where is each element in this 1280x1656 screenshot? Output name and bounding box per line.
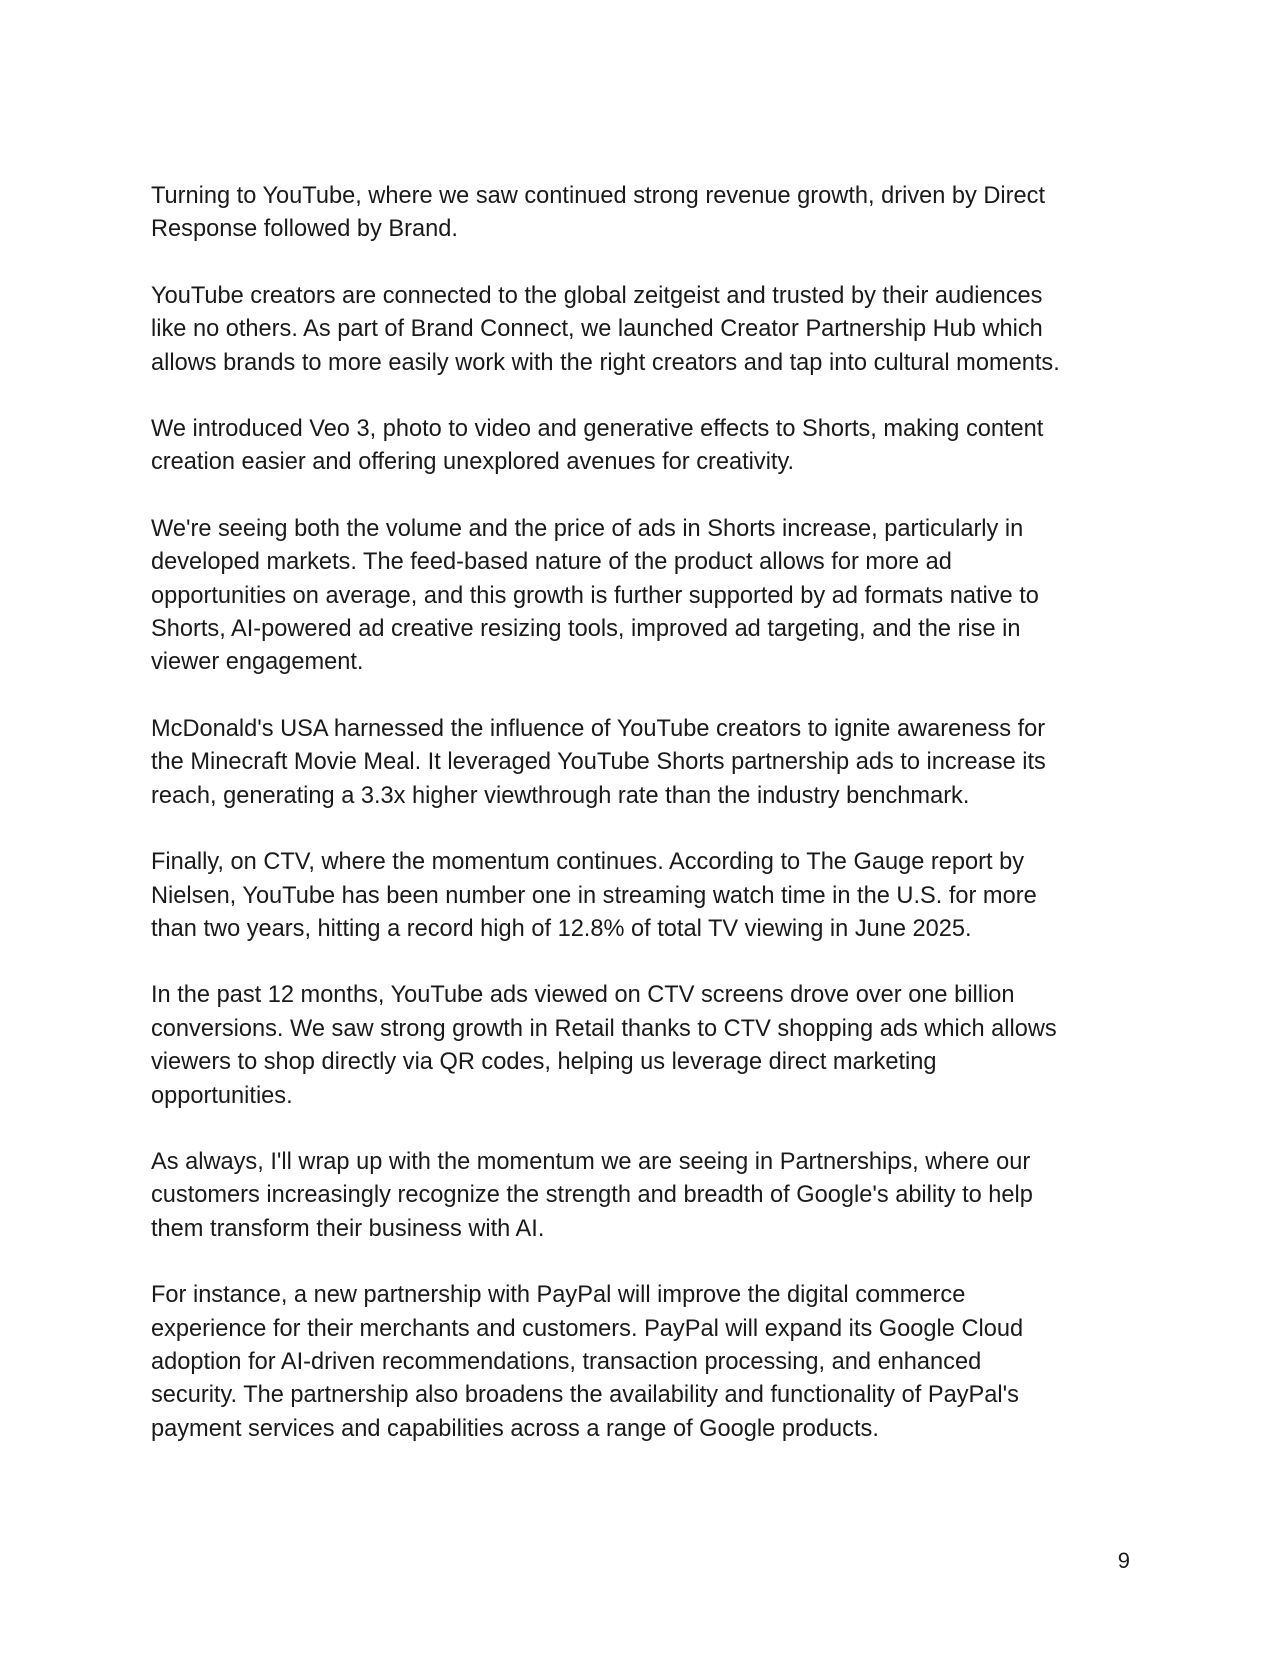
paragraph-mcdonalds: McDonald's USA harnessed the influence of YouTube creators to ignite awareness for the Minecraft Movie Meal. It leveraged YouTube Shorts partnership ads to increase its reach, generating a 3.3x higher viewthrough rate than the industry benchmark.: [151, 715, 1046, 809]
page-number: 9: [1117, 1548, 1130, 1573]
document-body: [151, 180, 1131, 1479]
paragraph-ctv-conversions: In the past 12 months, YouTube ads viewed on CTV screens drove over one billion conversions. We saw strong growth in Retail thanks to CTV shopping ads which allows viewers to shop directly via QR codes, helping us leverage direct marketing opportunities.: [151, 982, 1057, 1109]
paragraph-youtube-revenue: Turning to YouTube, where we saw continued strong revenue growth, driven by Direct Response followed by Brand.: [151, 183, 1046, 243]
paragraph-paypal: For instance, a new partnership with PayPal will improve the digital commerce experience for their merchants and customers. PayPal will expand its Google Cloud adoption for AI-driven recommendations, transaction processing, and enhanced security. The partnership also broadens the availability and functionality of PayPal's payment services and capabilities across a range of Google products.: [151, 1282, 1024, 1442]
paragraph-veo-shorts: We introduced Veo 3, photo to video and generative effects to Shorts, making content creation easier and offering unexplored avenues for creativity.: [151, 416, 1044, 476]
paragraph-partnerships: As always, I'll wrap up with the momentum we are seeing in Partnerships, where our customers increasingly recognize the strength and breadth of Google's ability to help them transform their business with AI.: [151, 1148, 1033, 1242]
paragraph-shorts-ads: We're seeing both the volume and the price of ads in Shorts increase, particularly in developed markets. The feed-based nature of the product allows for more ad opportunities on average, and this growth is further supported by ad formats native to Shorts, AI-powered ad creative resizing tools, improved ad targeting, and the rise in viewer engagement.: [151, 515, 1039, 676]
paragraph-youtube-creators: YouTube creators are connected to the global zeitgeist and trusted by their audiences like no others. As part of Brand Connect, we launched Creator Partnership Hub which allows brands to more easily work with the right creators and tap into cultural moments.: [151, 282, 1060, 376]
paragraph-ctv: Finally, on CTV, where the momentum continues. According to The Gauge report by Nielsen, YouTube has been number one in streaming watch time in the U.S. for more than two years, hitting a record high of 12.8% of total TV viewing in June 2025.: [151, 849, 1037, 942]
